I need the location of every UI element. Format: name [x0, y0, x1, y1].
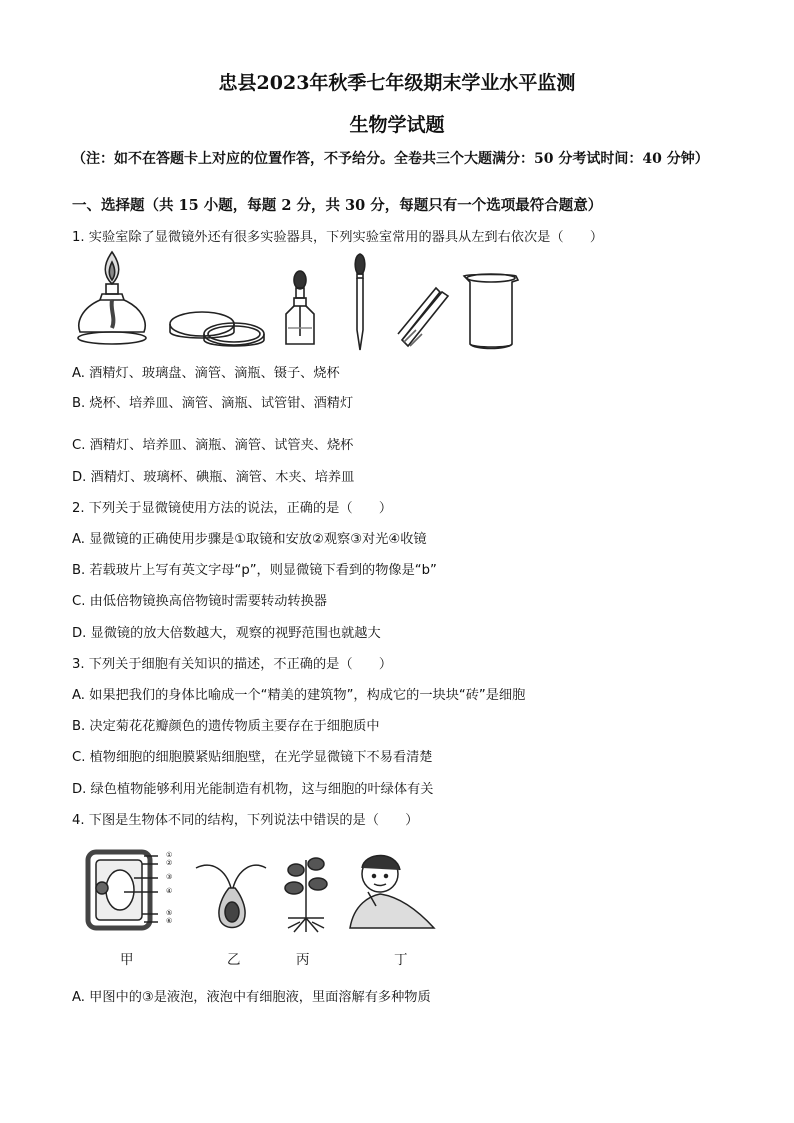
q1-option-c: C. 酒精灯、培养皿、滴瓶、滴管、试管夹、烧杯 [72, 438, 354, 453]
q1-option-a: A. 酒精灯、玻璃盘、滴管、滴瓶、镊子、烧杯 [72, 366, 340, 381]
exam-subtitle: 生物学试题 [349, 114, 445, 136]
test-tube-holder-drawing [398, 288, 448, 346]
section-heading: 一、选择题（共 15 小题，每题 2 分，共 30 分，每题只有一个选项最符合题意） [72, 197, 603, 214]
q3-stem: 3. 下列关于细胞有关知识的描述，不正确的是（ ） [72, 657, 393, 672]
plant-drawing [285, 858, 327, 932]
beaker-drawing [464, 274, 518, 349]
lab-equipment-figure [72, 248, 532, 354]
biology-structures-figure [84, 848, 444, 934]
exam-note: （注：如不在答题卡上对应的位置作答，不予给分。全卷共三个大题满分：50 分考试时间：40 分钟） [72, 151, 709, 167]
exam-title: 忠县2023年秋季七年级期末学业水平监测 [218, 72, 576, 94]
cell-number-labels: ① ② ③ ④ ⑤ ⑥ [166, 851, 173, 925]
label-bing: 丙 [296, 952, 310, 968]
person-drawing [350, 856, 434, 929]
q2-option-d: D. 显微镜的放大倍数越大，观察的视野范围也就越大 [72, 626, 381, 641]
q3-option-d: D. 绿色植物能够利用光能制造有机物，这与细胞的叶绿体有关 [72, 782, 434, 797]
q3-option-b: B. 决定菊花花瓣颜色的遗传物质主要存在于细胞质中 [72, 719, 380, 734]
q1-stem: 1. 实验室除了显微镜外还有很多实验器具，下列实验室常用的器具从左到右依次是（ ） [72, 230, 604, 245]
q1-option-d: D. 酒精灯、玻璃杯、碘瓶、滴管、木夹、培养皿 [72, 470, 355, 485]
label-yi: 乙 [227, 952, 241, 968]
q2-option-c: C. 由低倍物镜换高倍物镜时需要转动转换器 [72, 594, 327, 609]
plant-cell-drawing [88, 852, 158, 928]
q1-option-b: B. 烧杯、培养皿、滴管、滴瓶、试管钳、酒精灯 [72, 396, 354, 411]
q3-option-c: C. 植物细胞的细胞膜紧贴细胞壁，在光学显微镜下不易看清楚 [72, 750, 433, 765]
q2-stem: 2. 下列关于显微镜使用方法的说法，正确的是（ ） [72, 501, 393, 516]
q4-stem: 4. 下图是生物体不同的结构，下列说法中错误的是（ ） [72, 813, 419, 828]
dropper-bottle-drawing [286, 271, 314, 344]
q4-option-a: A. 甲图中的③是液泡，液泡中有细胞液，里面溶解有多种物质 [72, 990, 431, 1005]
petri-dish-drawing [170, 312, 264, 346]
label-jia: 甲 [120, 952, 134, 968]
single-cell-organism-drawing [196, 865, 266, 927]
label-ding: 丁 [394, 952, 408, 968]
alcohol-lamp-drawing [78, 252, 146, 344]
dropper-drawing [355, 254, 365, 350]
q3-option-a: A. 如果把我们的身体比喻成一个“精美的建筑物”，构成它的一块块“砖”是细胞 [72, 688, 526, 703]
q2-option-a: A. 显微镜的正确使用步骤是①取镜和安放②观察③对光④收镜 [72, 532, 427, 547]
q2-option-b: B. 若载玻片上写有英文字母“p”，则显微镜下看到的物像是“b” [72, 563, 437, 578]
